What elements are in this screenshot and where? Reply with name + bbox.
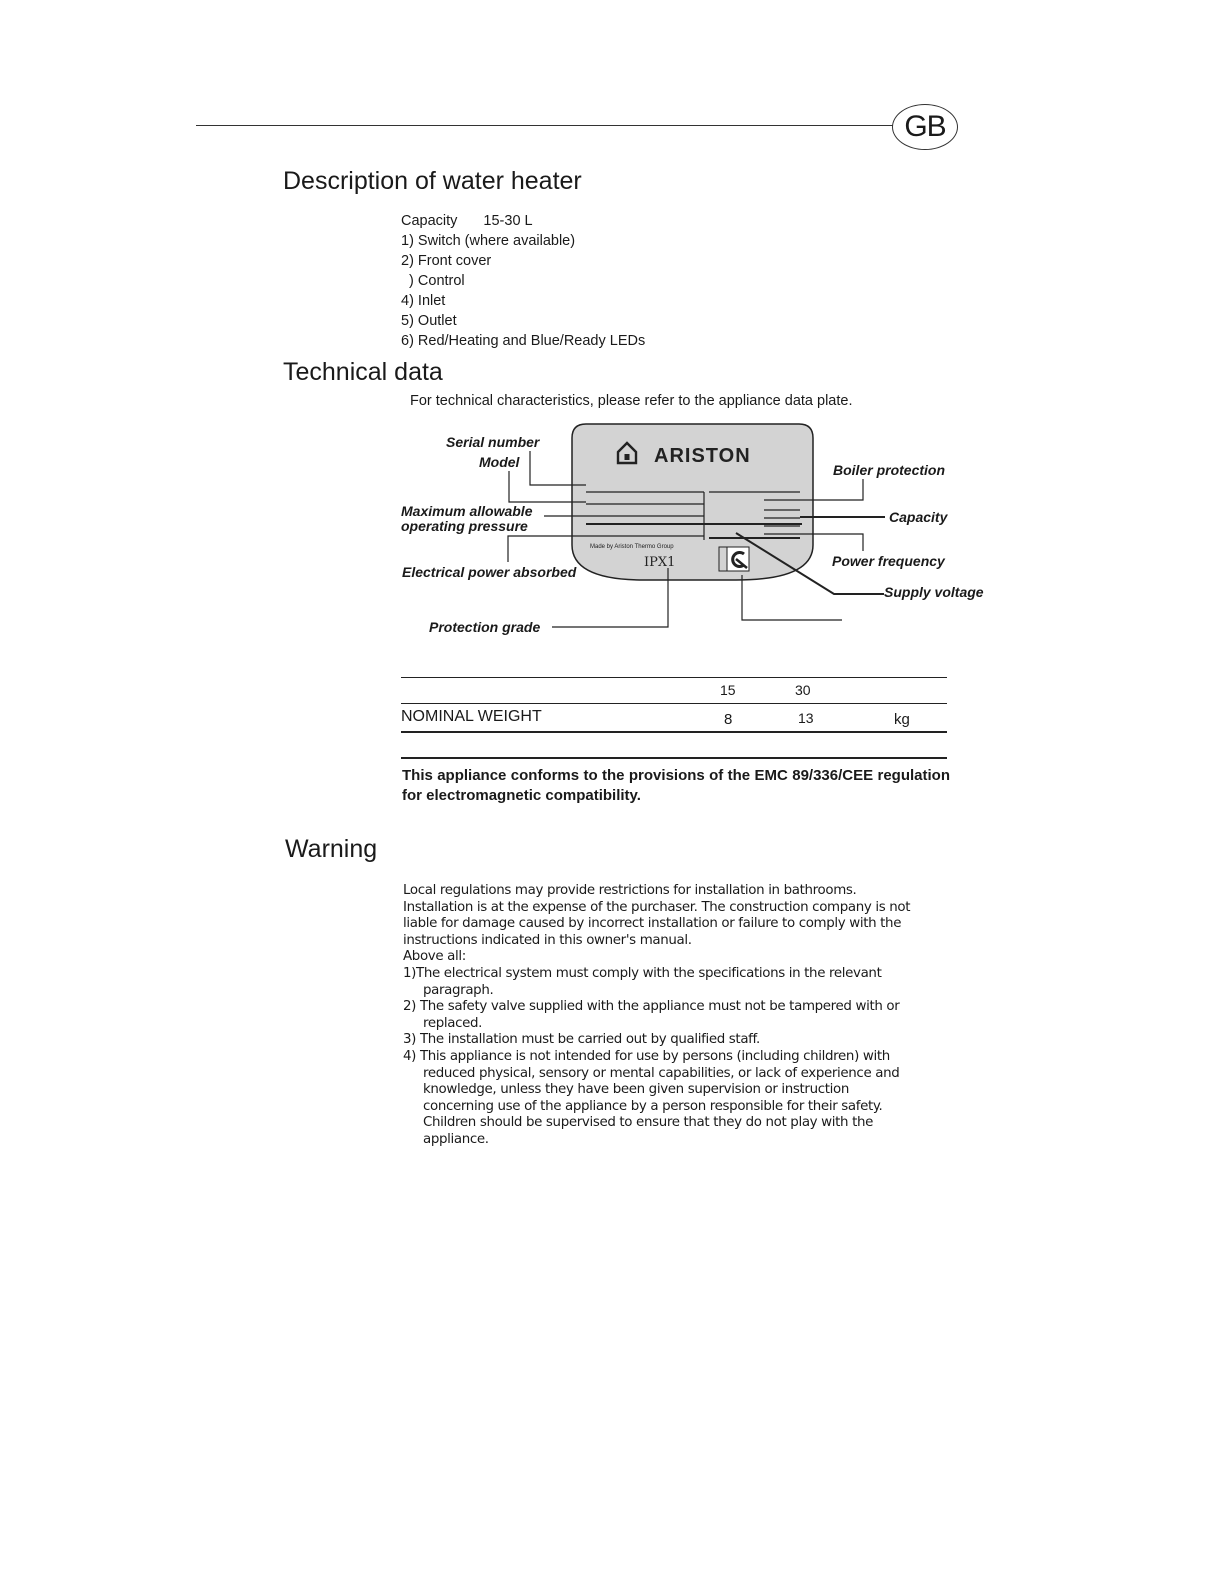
emc-note: This appliance conforms to the provisions of the EMC 89/336/CEE regulation for electromagnetic compatibility.: [402, 767, 950, 804]
table-row: [401, 704, 947, 731]
table-header-row: [401, 678, 947, 703]
technical-note: For technical characteristics, please refer to the appliance data plate.: [410, 393, 853, 409]
made-by-text: Made by Ariston Thermo Group: [590, 544, 674, 550]
list-item: ) Control: [401, 273, 465, 289]
label-max-pressure-1: Maximum allowable: [401, 503, 533, 519]
label-model: Model: [479, 454, 520, 470]
description-list: [401, 211, 645, 351]
table-rule: [401, 757, 947, 759]
unit-cell: kg: [894, 711, 910, 728]
label-serial-number: Serial number: [446, 434, 540, 450]
column-header: 15: [720, 682, 736, 698]
brand-name: ARISTON: [654, 445, 751, 467]
capacity-label: Capacity: [401, 213, 458, 229]
list-item: 5) Outlet: [401, 313, 457, 329]
warning-body: [403, 883, 923, 1149]
header-rule: [196, 125, 896, 126]
capacity-line: [401, 211, 645, 231]
label-max-pressure-2: operating pressure: [401, 518, 528, 534]
label-boiler-protection: Boiler protection: [833, 462, 946, 478]
description-title: Description of water heater: [283, 167, 582, 195]
label-electrical-power: Electrical power absorbed: [402, 564, 577, 580]
list-item: 4) Inlet: [401, 293, 446, 309]
label-protection-grade: Protection grade: [429, 619, 541, 635]
technical-title: Technical data: [283, 358, 443, 386]
warning-above-all: Above all:: [403, 949, 466, 965]
list-item: 6) Red/Heating and Blue/Ready LEDs: [401, 333, 646, 349]
label-capacity: Capacity: [889, 509, 948, 525]
table-cell: 8: [724, 711, 733, 728]
label-supply-voltage: Supply voltage: [884, 584, 984, 600]
ip-rating-text: IPX1: [644, 555, 676, 570]
list-item: 2) Front cover: [401, 253, 492, 269]
list-item: 4) This appliance is not intended for use by persons (including children) with reduced physical, sensory or mental capabilities, or lack of experience and knowledge, unless they have been given supervision or instruction concerning use of the appliance by a person responsible for their safety. Children should be supervised to ensure that they do not play with the appliance.: [403, 1048, 900, 1147]
list-item: 1) Switch (where available): [401, 233, 576, 249]
warning-intro: Local regulations may provide restrictions for installation in bathrooms. Installation is at the expense of the purchaser. The construction company is not liable for damage caused by incorrect installation or failure to comply with the instructions indicated in this owner's manual.: [403, 883, 911, 948]
list-item: 3) The installation must be carried out by qualified staff.: [403, 1032, 760, 1048]
row-label: NOMINAL WEIGHT: [401, 708, 542, 725]
warning-title: Warning: [285, 835, 378, 863]
capacity-value: 15-30 L: [483, 213, 533, 229]
list-item: 1)The electrical system must comply with the specifications in the relevant paragraph.: [403, 965, 882, 998]
column-header: 30: [795, 682, 811, 698]
language-badge: GB: [892, 104, 958, 150]
weight-table: [401, 677, 947, 759]
table-cell: 13: [798, 710, 814, 726]
list-item: 2) The safety valve supplied with the appliance must not be tampered with or replaced.: [403, 999, 900, 1031]
label-power-frequency: Power frequency: [832, 553, 945, 569]
